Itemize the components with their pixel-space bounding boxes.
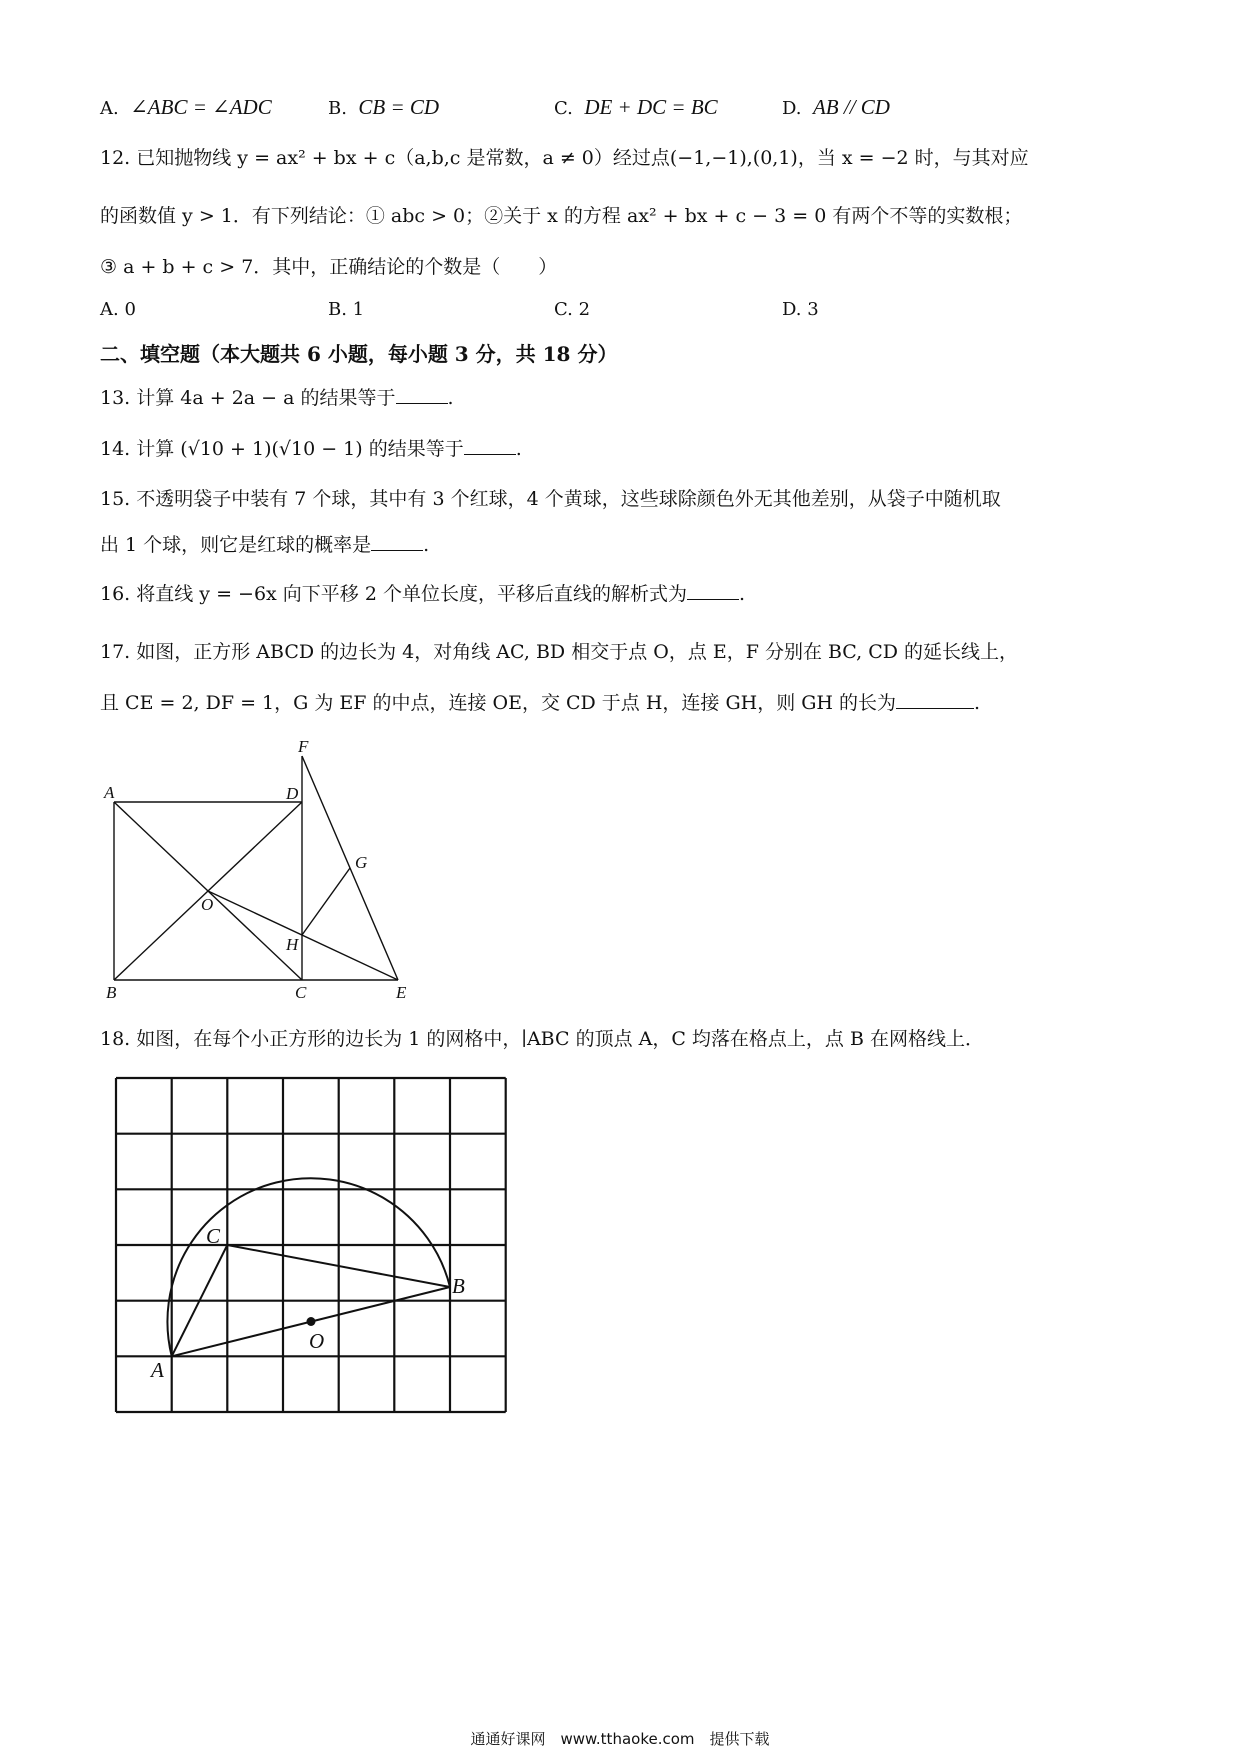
q15-answer-blank[interactable]	[371, 532, 423, 551]
center-point-o	[307, 1317, 316, 1326]
label-d: D	[286, 784, 299, 803]
label-g: G	[355, 853, 368, 872]
label-o: O	[309, 1329, 325, 1353]
q12-line-1: 12. 已知抛物线 y = ax² + bx + c（a,b,c 是常数，a ≠ 0）经过点(−1,−1),(0,1)，当 x = −2 时，与其对应	[100, 147, 1029, 169]
section-2-title: 二、填空题（本大题共 6 小题，每小题 3 分，共 18 分）	[100, 342, 618, 366]
q11-option-c: C. DE + DC = BC	[554, 95, 718, 119]
q12-option-c: C. 2	[554, 299, 591, 320]
q18-figure	[100, 1065, 520, 1425]
q17-answer-blank[interactable]	[896, 690, 974, 709]
label-e: E	[396, 983, 407, 1002]
label-c: C	[295, 983, 307, 1002]
label-a: A	[151, 1358, 164, 1382]
q11-option-d-expr: AB // CD	[812, 95, 890, 119]
q12-option-b: B. 1	[328, 299, 365, 320]
q12-option-a: A. 0	[100, 299, 136, 320]
segment-oe	[208, 891, 398, 980]
q15-line-2: 出 1 个球，则它是红球的概率是 .	[100, 534, 430, 556]
q18: 18. 如图，在每个小正方形的边长为 1 的网格中，∣ABC 的顶点 A，C 均落在格点上，点 B 在网格线上．	[100, 1028, 984, 1050]
q17-figure	[95, 735, 435, 1015]
q12-line-3: ③ a + b + c > 7．其中，正确结论的个数是（ ）	[100, 256, 558, 278]
q11-option-b-expr: CB = CD	[358, 95, 440, 119]
label-h: H	[286, 935, 299, 954]
q11-option-b: B. CB = CD	[328, 95, 440, 119]
footer-source: 通通好课网 www.tthaoke.com 提供下载	[470, 1730, 770, 1748]
label-b: B	[452, 1274, 465, 1298]
q11-option-c-expr: DE + DC = BC	[584, 95, 718, 119]
q17-line-1: 17. 如图，正方形 ABCD 的边长为 4，对角线 AC, BD 相交于点 O，点 E，F 分别在 BC, CD 的延长线上，	[100, 641, 1019, 663]
label-b: B	[106, 983, 117, 1002]
label-o: O	[201, 895, 214, 914]
q16: 16. 将直线 y = −6x 向下平移 2 个单位长度，平移后直线的解析式为 .	[100, 583, 746, 605]
q11-option-a-expr: ∠ABC = ∠ADC	[130, 95, 272, 119]
q11-option-d: D. AB // CD	[782, 95, 890, 119]
q15-line-1: 15. 不透明袋子中装有 7 个球，其中有 3 个红球，4 个黄球，这些球除颜色外无其他差别，从袋子中随机取	[100, 488, 1001, 510]
grid	[116, 1078, 506, 1412]
q14: 14. 计算 (√10 + 1)(√10 − 1) 的结果等于 .	[100, 438, 522, 460]
label-f: F	[298, 737, 309, 756]
q12-line-2: 的函数值 y > 1．有下列结论：① abc > 0；②关于 x 的方程 ax² + bx + c − 3 = 0 有两个不等的实数根；	[100, 205, 1023, 227]
label-a: A	[104, 783, 115, 802]
q13: 13. 计算 4a + 2a − a 的结果等于 .	[100, 387, 454, 409]
q11-option-a: A. ∠ABC = ∠ADC	[100, 95, 272, 119]
q14-answer-blank[interactable]	[464, 436, 516, 455]
q17-line-2: 且 CE = 2, DF = 1，G 为 EF 的中点，连接 OE，交 CD 于点 H，连接 GH，则 GH 的长为 .	[100, 692, 981, 714]
q12-option-d: D. 3	[782, 299, 819, 320]
q13-answer-blank[interactable]	[396, 385, 448, 404]
segment-gh	[302, 868, 350, 935]
label-c: C	[206, 1224, 221, 1248]
q16-answer-blank[interactable]	[687, 581, 739, 600]
